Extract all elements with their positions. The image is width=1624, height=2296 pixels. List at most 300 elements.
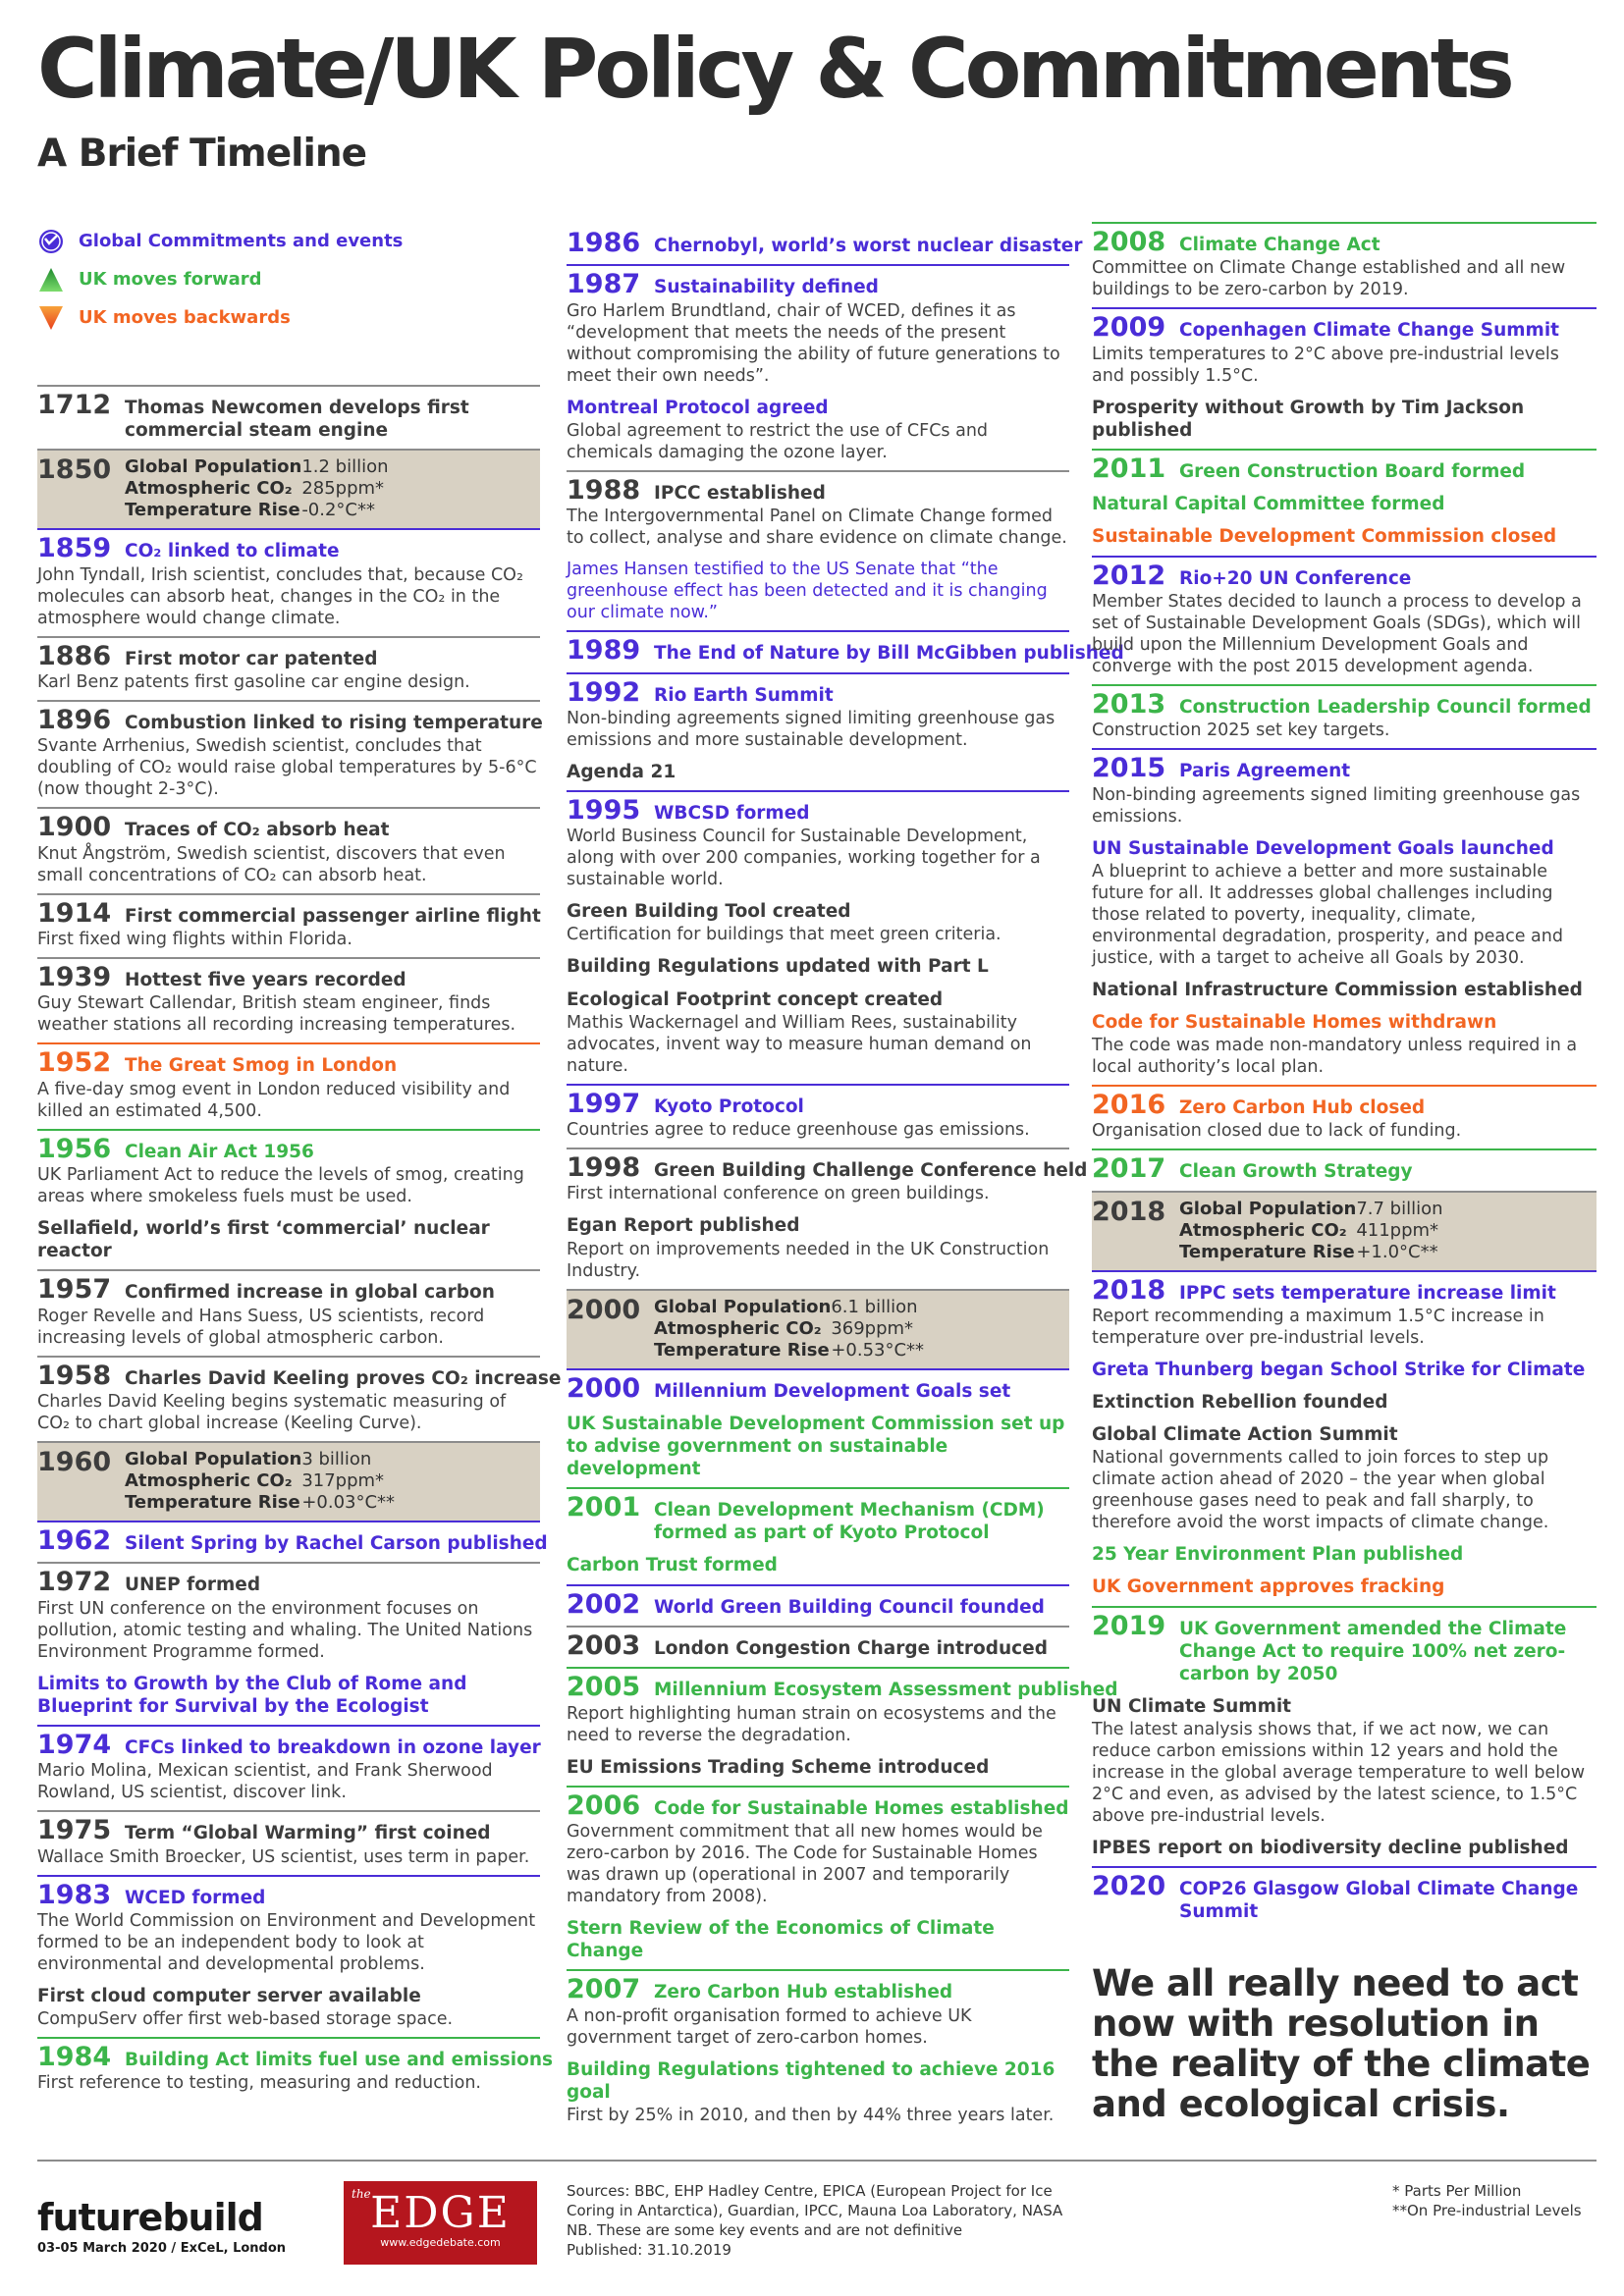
footnotes [1392,2181,1582,2220]
timeline-event-1995 [567,790,1069,1084]
sub-event-description: The latest analysis shows that, if we act now, we can reduce carbon emissions within 12 years and hold the increase in the global average temperature to well below 2°C and even, as advised by the latest science, to 1.5°C above pre-industrial levels. [1092,1720,1586,1827]
event-header [37,1360,562,1391]
event-description: Organisation closed due to lack of funding. [1092,1121,1462,1142]
event-header [37,1276,540,1304]
event-year: 2001 [567,1492,641,1523]
stats-label: Temperature Rise [1179,1241,1355,1262]
timeline-event-2015 [1092,748,1597,1085]
timeline-event-2005 [567,1667,1118,1785]
event-header [37,814,540,841]
sub-event-description: First by 25% in 2010, and then by 44% three years later. [567,2105,1055,2125]
timeline-event-2009 [1092,307,1597,449]
event-year: 2016 [1092,1089,1166,1120]
sub-event-title: Stern Review of the Economics of Climate Change [567,1918,995,1962]
page-subtitle: A Brief Timeline [37,132,367,176]
sub-event-title: 25 Year Environment Plan published [1092,1544,1464,1566]
event-year: 1900 [37,812,112,843]
stats-table [654,1297,924,1362]
sub-event-title: Egan Report published [567,1215,800,1237]
event-title: Paris Agreement [1179,761,1351,782]
event-year: 2003 [567,1629,641,1661]
event-header [567,474,1069,506]
event-description: Member States decided to launch a process to develop a set of Sustainable Development Goals (SDGs), which will build upon the Millennium Development Goals and converge with the post 2015 development agenda. [1092,591,1582,676]
event-description: Government commitment that all new homes would be zero-carbon by 2016. The Code for Sustainable Homes was drawn up (operational in 2007 and temporarily mandatory from 2008). [567,1822,1043,1907]
event-header [567,1088,1069,1119]
stats-year: 1960 [37,1446,112,1477]
stats-row [654,1297,924,1318]
sub-event-description: Report on improvements needed in the UK Construction Industry. [567,1239,1050,1281]
sub-event-title: Green Building Tool created [567,901,851,923]
event-year: 1997 [567,1088,641,1119]
event-year: 2017 [1092,1153,1166,1185]
triangle-up-icon [37,266,65,294]
timeline-event-1859 [37,528,540,635]
event-title: Traces of CO₂ absorb heat [125,820,390,841]
futurebuild-name: futurebuild [37,2196,263,2239]
timeline-event-1896 [37,700,543,807]
event-title: Building Act limits fuel use and emissions [125,2050,554,2071]
stats-value: 7.7 billion [1356,1198,1443,1219]
sub-event-title: UK Government approves fracking [1092,1576,1445,1598]
legend-item-global [37,222,403,260]
event-header [1092,1873,1597,1923]
sub-event-title: Limits to Growth by the Club of Rome and Blueprint for Survival by the Ecologist [37,1673,467,1717]
timeline-event-1972 [37,1562,540,1725]
footnote-ppm: * Parts Per Million [1392,2182,1522,2200]
event-header [37,1817,540,1844]
event-year: 1962 [37,1524,112,1556]
event-description: The World Commission on Environment and Development formed to be an independent body to look at environmental and developmental problems. [37,1910,536,1974]
stats-value: +0.03°C** [301,1491,396,1513]
event-title: The Great Smog in London [125,1055,398,1077]
futurebuild-logo [37,2196,286,2256]
timeline-column-2 [567,222,1124,2133]
event-title: First motor car patented [125,648,378,669]
stats-value: +1.0°C** [1356,1241,1438,1262]
timeline-event-1986 [567,222,1083,264]
stats-box-2000 [567,1289,1069,1368]
sub-event-title: Building Regulations tightened to achieve 2016 goal [567,2058,1056,2103]
timeline-event-2008 [1092,222,1597,307]
event-year: 1914 [37,897,112,929]
event-title: Rio Earth Summit [654,684,834,706]
event-year: 1992 [567,676,641,708]
stats-row [654,1318,924,1340]
event-year: 2020 [1092,1871,1166,1902]
event-title: IPCC established [654,482,826,504]
event-description: First reference to testing, measuring and reduction. [37,2073,481,2094]
sub-event-title: Global Climate Action Summit [1092,1424,1398,1446]
futurebuild-date: 03-05 March 2020 / ExCeL, London [37,2241,287,2256]
stats-box-2018 [1092,1191,1597,1270]
timeline-event-1989 [567,630,1124,671]
event-header [37,1569,540,1596]
event-title: Rio+20 UN Conference [1179,567,1412,589]
legend-label: UK moves backwards [79,307,291,328]
timeline-event-1988 [567,470,1069,630]
stats-label: Temperature Rise [125,1491,300,1513]
event-description: Charles David Keeling begins systematic measuring of CO₂ to chart global increase (Keeling Curve). [37,1391,507,1433]
event-header [567,794,1069,826]
event-year: 2018 [1092,1274,1166,1306]
event-year: 2006 [567,1789,641,1821]
stats-year: 1850 [37,454,112,486]
event-title: Combustion linked to rising temperature [125,712,543,733]
stats-label: Global Population [125,1448,302,1469]
event-header [1092,455,1597,483]
legend-label: Global Commitments and events [79,231,404,251]
event-description: World Business Council for Sustainable Development, along with over 200 companies, working together for a sustainable world. [567,827,1041,890]
event-header [1092,688,1597,720]
timeline-event-1900 [37,807,540,892]
stats-row [125,500,389,521]
event-title: Sustainability defined [654,277,879,298]
timeline-event-1952 [37,1042,540,1128]
stats-box-1960 [37,1441,540,1521]
stats-row [125,456,389,478]
timeline-event-2013 [1092,684,1597,748]
event-year: 1984 [37,2042,112,2073]
timeline-event-2000 [567,1368,1069,1488]
event-year: 2013 [1092,688,1166,720]
event-year: 2000 [567,1372,641,1404]
stats-label: Atmospheric CO₂ [125,478,293,500]
stats-row [1179,1242,1443,1263]
sub-event-title: Agenda 21 [567,761,677,782]
timeline-event-2011 [1092,449,1597,556]
event-title: Millennium Ecosystem Assessment published [654,1680,1118,1701]
event-year: 1972 [37,1567,112,1598]
event-header [37,535,540,562]
stats-table [125,456,389,521]
event-title: Confirmed increase in global carbon [125,1282,495,1304]
stats-label: Global Population [125,456,302,478]
event-header [567,1588,1069,1620]
event-title: Code for Sustainable Homes established [654,1797,1069,1819]
event-title: Clean Development Mechanism (CDM) formed as part of Kyoto Protocol [654,1500,1045,1544]
timeline-event-1987 [567,264,1069,469]
sub-event-title: National Infrastructure Commission established [1092,979,1583,1000]
timeline-event-2007 [567,1969,1069,2133]
event-header [37,1729,541,1760]
event-header [37,961,540,992]
sub-event-title: Prosperity without Growth by Tim Jackson published [1092,397,1525,441]
stats-label: Atmospheric CO₂ [1179,1219,1347,1241]
call-to-action: We all really need to act now with resolution in the reality of the climate and ecological crisis. [1092,1962,1591,2125]
legend [37,222,403,337]
event-description: Limits temperatures to 2°C above pre-industrial levels and possibly 1.5°C. [1092,344,1559,386]
event-title: CFCs linked to breakdown in ozone layer [125,1736,541,1758]
stats-label: Temperature Rise [654,1339,830,1361]
event-year: 1983 [37,1879,112,1910]
event-title: World Green Building Council founded [654,1596,1045,1618]
stats-row [1179,1199,1443,1220]
stats-value: 317ppm* [301,1469,385,1491]
stats-value: 3 billion [301,1448,372,1469]
event-header [1092,562,1597,590]
sub-event-title: Sellafield, world’s first ‘commercial’ nuclear reactor [37,1218,490,1262]
event-year: 1986 [567,228,641,258]
event-title: Silent Spring by Rachel Carson published [125,1532,548,1554]
event-title: First commercial passenger airline flight [125,905,541,927]
event-header [567,1372,1069,1404]
stats-row [125,1470,395,1492]
event-description: First UN conference on the environment focuses on pollution, atomic testing and whaling. The United Nations Environment Programme formed. [37,1598,533,1662]
timeline-event-2016 [1092,1085,1597,1148]
event-description: Roger Revelle and Hans Suess, US scientists, record increasing levels of global atmospheric carbon. [37,1306,485,1348]
event-year: 1952 [37,1047,112,1079]
legend-label: UK moves forward [79,269,262,290]
stats-label: Atmospheric CO₂ [654,1317,822,1339]
event-header [37,640,540,671]
event-year: 1939 [37,961,112,992]
timeline-event-2012 [1092,556,1597,684]
sub-event-title: Building Regulations updated with Part L [567,956,989,978]
event-title: UK Government amended the Climate Change Act to require 100% net zero-carbon by 2050 [1179,1618,1567,1684]
event-description: Wallace Smith Broecker, US scientist, uses term in paper. [37,1846,530,1867]
sub-event-description: National governments called to join forces to step up climate action ahead of 2020 – the year when global greenhouse gases need to peak and fall sharply, to therefore avoid the worst impacts of climate change. [1092,1448,1549,1533]
sources [567,2181,1097,2260]
sources-text: Sources: BBC, EHP Hadley Centre, EPICA (European Project for Ice Coring in Antarctica), Guardian, IPCC, Mauna Loa Laboratory, NASA [567,2182,1063,2219]
event-description: A non-profit organisation formed to achieve UK government target of zero-carbon homes. [567,2005,972,2048]
published-date: Published: 31.10.2019 [567,2241,731,2259]
event-title: COP26 Glasgow Global Climate Change Summit [1179,1879,1579,1923]
event-header [1092,229,1597,256]
nb-text: NB. These are some key events and are not definitive [567,2221,963,2239]
event-header [567,676,1069,708]
event-title: Thomas Newcomen develops first commercial steam engine [125,398,469,442]
sub-event-description: CompuServ offer first web-based storage space. [37,2009,454,2030]
event-header [1092,1089,1597,1120]
stats-year: 2018 [1092,1196,1166,1227]
stats-row [125,1492,395,1514]
event-title: Charles David Keeling proves CO₂ increase [125,1367,562,1389]
sub-event-title: Montreal Protocol agreed [567,397,829,418]
timeline-event-1984 [37,2037,554,2101]
event-header [37,392,540,442]
event-title: Construction Leadership Council formed [1179,696,1592,718]
event-header [37,1133,540,1164]
event-year: 2002 [567,1588,641,1620]
event-title: Clean Growth Strategy [1179,1161,1413,1183]
event-description: A five-day smog event in London reduced visibility and killed an estimated 4,500. [37,1079,511,1121]
event-description: Non-binding agreements signed limiting greenhouse gas emissions. [1092,784,1581,827]
event-description: First fixed wing flights within Florida. [37,929,352,949]
stats-year: 2000 [567,1294,641,1325]
timeline-event-1886 [37,636,540,700]
timeline-event-1958 [37,1356,562,1441]
edge-logo [344,2181,537,2265]
event-description: Mario Molina, Mexican scientist, and Frank Sherwood Rowland, US scientist, discover link. [37,1761,493,1803]
timeline-event-2001 [567,1487,1069,1583]
sub-event-title: Natural Capital Committee formed [1092,494,1445,515]
event-title: WCED formed [125,1887,266,1908]
timeline-event-2002 [567,1584,1069,1626]
timeline-event-1974 [37,1725,540,1810]
timeline-event-1712 [37,385,540,449]
event-year: 2005 [567,1672,641,1703]
event-description: John Tyndall, Irish scientist, concludes that, because CO₂ molecules can absorb heat, changes in the CO₂ in the atmosphere would change climate. [37,564,523,628]
sub-event-description: Global agreement to restrict the use of CFCs and chemicals damaging the ozone layer. [567,420,989,462]
stats-label: Global Population [1179,1198,1357,1219]
event-header [567,1976,1069,2003]
event-year: 1995 [567,794,641,826]
event-header [37,1049,540,1077]
triangle-down-icon [37,304,65,332]
sub-event-title: First cloud computer server available [37,1985,421,2006]
sub-event-description: Certification for buildings that meet green criteria. [567,925,1001,945]
event-year: 2008 [1092,227,1166,257]
event-title: The End of Nature by Bill McGibben published [654,643,1124,665]
event-header [567,228,1083,258]
sub-event-title: Carbon Trust formed [567,1555,778,1576]
timeline-event-1992 [567,672,1069,790]
event-year: 1886 [37,640,112,671]
event-year: 1998 [567,1152,641,1184]
event-title: CO₂ linked to climate [125,541,340,562]
event-header [567,635,1124,667]
event-description: Karl Benz patents first gasoline car engine design. [37,671,470,692]
footnote-preindustrial: **On Pre-industrial Levels [1392,2202,1582,2219]
event-title: Green Construction Board formed [1179,460,1526,482]
legend-item-backward [37,298,403,337]
event-year: 1987 [567,269,641,300]
stats-value: 369ppm* [831,1317,914,1339]
event-description: Countries agree to reduce greenhouse gas emissions. [567,1120,1030,1141]
timeline-event-1962 [37,1521,548,1562]
sub-event-title: IPBES report on biodiversity decline published [1092,1838,1569,1859]
sub-event-title: UN Climate Summit [1092,1695,1292,1717]
edge-the: the [352,2187,371,2201]
event-header [37,1879,540,1910]
sub-event-description: A blueprint to achieve a better and more sustainable future for all. It addresses global challenges including those related to poverty, inequality, climate, environmental degradation, prosperity, and peace and justice, with a target to acheive all Goals by 2030. [1092,861,1563,968]
event-year: 1957 [37,1274,112,1306]
event-header [567,271,1069,298]
event-title: Chernobyl, world’s worst nuclear disaster [654,236,1083,256]
footer-divider [37,2160,1597,2162]
sub-event-title: Sustainable Development Commission closed [1092,526,1557,548]
event-description: The Intergovernmental Panel on Climate Change formed to collect, analyse and share evidence on climate change. [567,507,1067,549]
event-description: Guy Stewart Callendar, British steam engineer, finds weather stations all recording increasing temperatures. [37,993,516,1036]
event-description: Construction 2025 set key targets. [1092,721,1390,741]
event-header [567,1629,1069,1661]
event-year: 1859 [37,533,112,564]
event-header [1092,1610,1597,1685]
stats-value: 6.1 billion [831,1296,918,1317]
timeline-event-1914 [37,893,540,957]
event-description: First international conference on green buildings. [567,1184,990,1204]
event-year: 1956 [37,1133,112,1164]
timeline-column-1 [37,385,562,2101]
timeline-event-2017 [1092,1148,1597,1190]
event-year: 1974 [37,1729,112,1760]
event-header [37,2042,554,2073]
timeline-event-1975 [37,1810,540,1874]
timeline-column-3 [1092,222,1597,1930]
edge-url: www.edgedebate.com [380,2236,501,2249]
event-title: WBCSD formed [654,802,810,824]
event-year: 2019 [1092,1610,1166,1641]
timeline-event-1997 [567,1084,1069,1148]
event-year: 1958 [37,1360,112,1391]
event-title: Clean Air Act 1956 [125,1141,314,1162]
stats-box-1850 [37,449,540,528]
timeline-event-1998 [567,1148,1088,1288]
event-header [1092,755,1597,782]
stats-value: 285ppm* [301,478,385,500]
event-year: 1712 [37,390,112,420]
sub-event-title: UN Sustainable Development Goals launched [1092,837,1554,859]
event-title: Zero Carbon Hub closed [1179,1096,1426,1118]
sub-event-title: Extinction Rebellion founded [1092,1392,1388,1414]
timeline-event-2020 [1092,1866,1597,1930]
event-header [1092,1274,1597,1306]
stats-row [125,1449,395,1470]
event-header [1092,314,1597,342]
event-year: 1975 [37,1815,112,1846]
timeline-event-1956 [37,1129,540,1270]
timeline-event-2018 [1092,1270,1597,1606]
timeline-event-2003 [567,1626,1069,1667]
sub-event-title: EU Emissions Trading Scheme introduced [567,1756,990,1778]
event-description: Svante Arrhenius, Swedish scientist, concludes that doubling of CO₂ would raise global temperatures by 5-6°C (now thought 2-3°C). [37,736,537,800]
timeline-event-1957 [37,1269,540,1355]
sub-event-description: Mathis Wackernagel and William Rees, sustainability advocates, invent way to measure human demand on nature. [567,1012,1032,1076]
event-description: Knut Ångström, Swedish scientist, discovers that even small concentrations of CO₂ can absorb heat. [37,843,506,885]
event-year: 2012 [1092,560,1166,591]
event-title: Zero Carbon Hub established [654,1982,953,2003]
event-title: Green Building Challenge Conference held [654,1160,1088,1182]
event-description: Report highlighting human strain on ecosystems and the need to reverse the degradation. [567,1703,1056,1745]
event-header [567,1494,1069,1544]
event-year: 1896 [37,704,112,735]
event-year: 2007 [567,1974,641,2005]
stats-row [1179,1220,1443,1242]
timeline-event-1983 [37,1875,540,2037]
stats-row [125,478,389,500]
stats-value: 1.2 billion [301,456,389,478]
event-description: UK Parliament Act to reduce the levels of smog, creating areas where smokeless fuels must be used. [37,1165,524,1206]
event-description: Report recommending a maximum 1.5°C increase in temperature over pre-industrial levels. [1092,1306,1544,1348]
legend-item-forward [37,260,403,298]
event-header [37,704,543,735]
event-title: London Congestion Charge introduced [654,1637,1048,1659]
globe-icon [37,228,65,255]
sub-event-title: UK Sustainable Development Commission set up to advise government on sustainable development [567,1413,1065,1480]
event-year: 2015 [1092,753,1166,784]
event-title: Term “Global Warming” first coined [125,1823,491,1844]
sub-event-title: Ecological Footprint concept created [567,988,944,1010]
sub-event-description: The code was made non-mandatory unless required in a local authority’s local plan. [1092,1035,1578,1077]
page-title: Climate/UK Policy & Commitments [37,21,1511,117]
event-year: 2009 [1092,312,1166,344]
event-header [567,1152,1088,1184]
edge-name: EDGE [370,2188,511,2238]
event-description: Committee on Climate Change established and all new buildings to be zero-carbon by 2019. [1092,258,1566,300]
timeline-event-1939 [37,957,540,1042]
event-header [37,897,541,929]
timeline-event-2019 [1092,1606,1597,1867]
event-title: Kyoto Protocol [654,1095,804,1117]
stats-table [125,1449,395,1514]
stats-row [654,1340,924,1362]
stats-label: Atmospheric CO₂ [125,1469,293,1491]
stats-value: +0.53°C** [831,1339,925,1361]
event-title: UNEP formed [125,1575,261,1596]
event-header [1092,1155,1597,1183]
stats-value: 411ppm* [1356,1219,1439,1241]
event-year: 1989 [567,635,641,667]
